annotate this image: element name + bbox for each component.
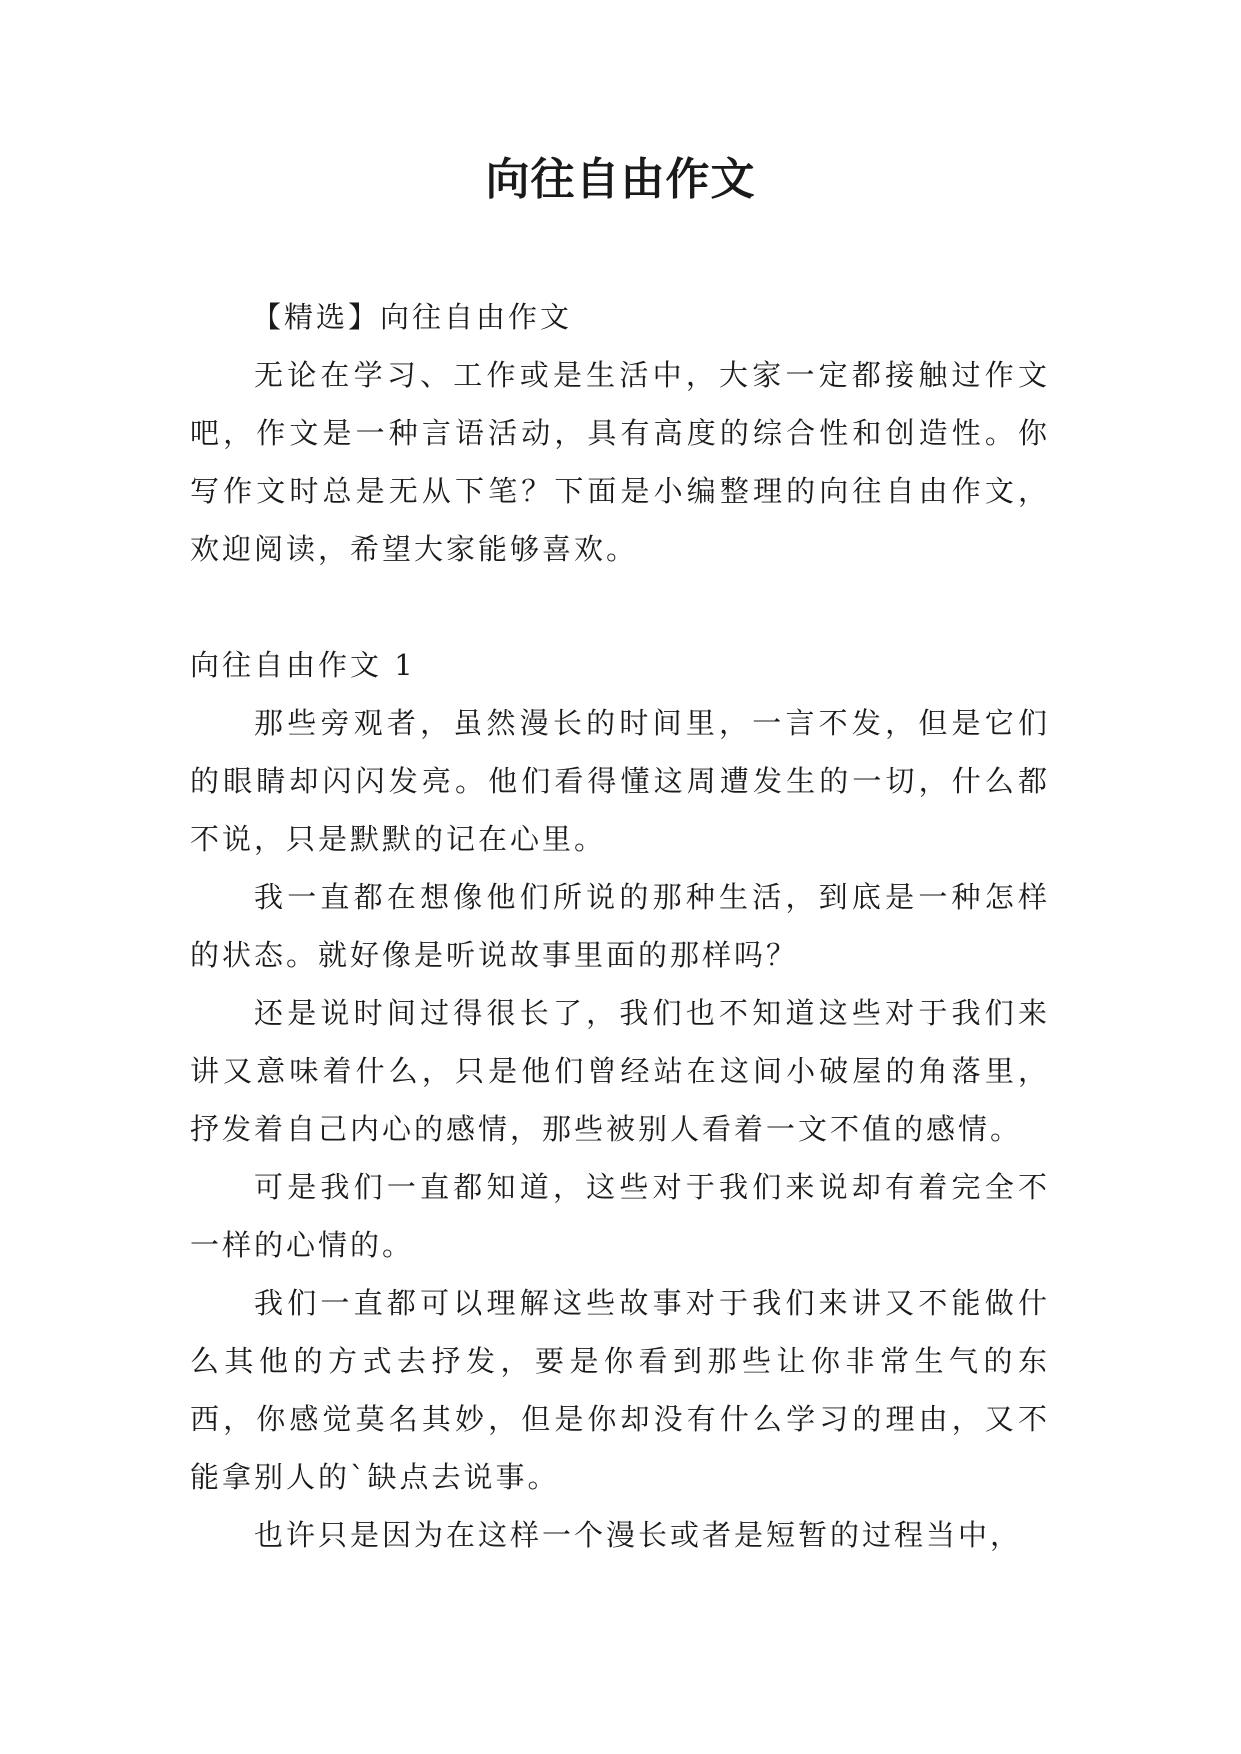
body-paragraph: 也许只是因为在这样一个漫长或者是短暂的过程当中， — [254, 1518, 1023, 1552]
section-heading: 向往自由作文 1 — [190, 648, 416, 682]
body-paragraph: 我们一直都可以理解这些故事对于我们来讲又不能做什么其他的方式去抒发，要是你看到那些让你非常生气的东西，你感觉莫名其妙，但是你却没有什么学习的理由，又不能拿别人的`缺点去说事。 — [190, 1286, 1050, 1494]
intro-paragraph: 无论在学习、工作或是生活中，大家一定都接触过作文吧，作文是一种言语活动，具有高度的综合性和创造性。你写作文时总是无从下笔？下面是小编整理的向往自由作文，欢迎阅读，希望大家能够喜欢。 — [190, 358, 1050, 566]
body-paragraph: 我一直都在想像他们所说的那种生活，到底是一种怎样的状态。就好像是听说故事里面的那样吗？ — [190, 880, 1050, 972]
body-paragraph: 那些旁观者，虽然漫长的时间里，一言不发，但是它们的眼睛却闪闪发亮。他们看得懂这周遭发生的一切，什么都不说，只是默默的记在心里。 — [190, 706, 1050, 856]
body-paragraph: 还是说时间过得很长了，我们也不知道这些对于我们来讲又意味着什么，只是他们曾经站在这间小破屋的角落里，抒发着自己内心的感情，那些被别人看着一文不值的感情。 — [190, 996, 1050, 1146]
body-paragraph: 可是我们一直都知道，这些对于我们来说却有着完全不一样的心情的。 — [190, 1170, 1050, 1262]
document-title: 向往自由作文 — [485, 154, 756, 205]
lead-line: 【精选】向往自由作文 — [252, 300, 573, 334]
document-body — [190, 288, 1050, 1564]
